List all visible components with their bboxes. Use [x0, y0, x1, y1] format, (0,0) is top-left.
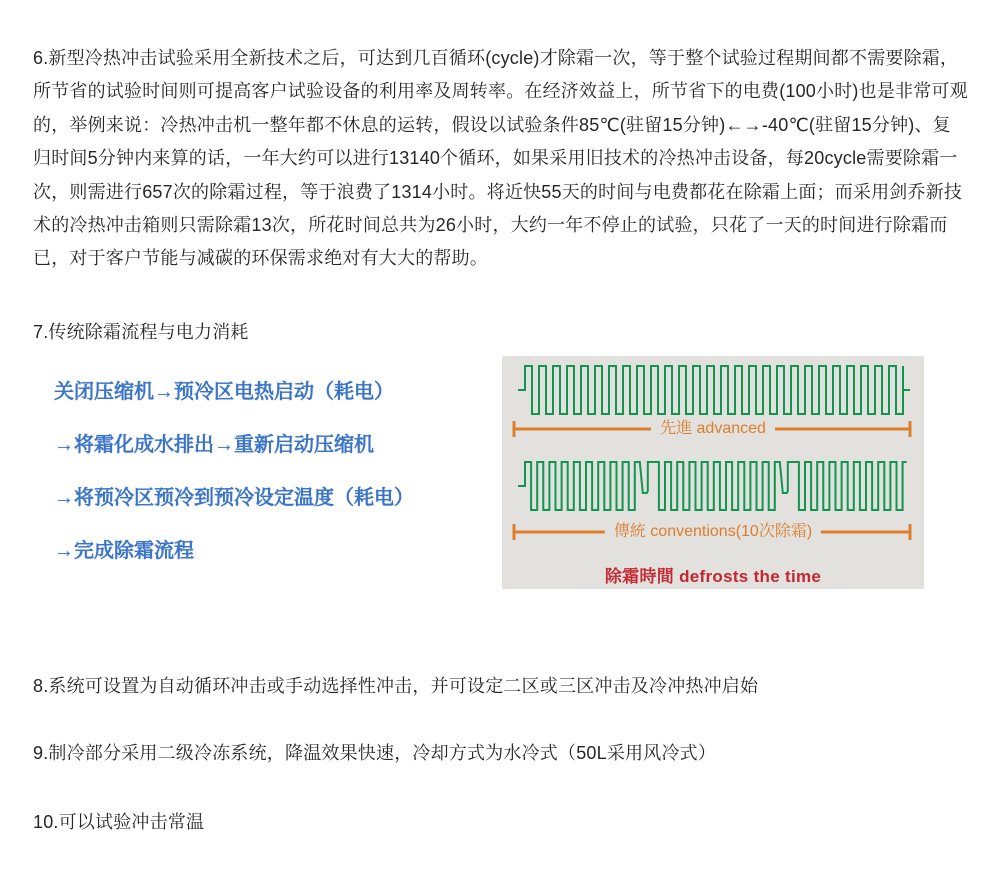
process-step-3: →将预冷区预冷到预冷设定温度（耗电） [54, 487, 414, 509]
wave-path [518, 462, 907, 510]
section-10: 10.可以试验冲击常温 [33, 812, 205, 832]
section-7-title: 7.传统除霜流程与电力消耗 [33, 322, 249, 342]
process-step-1: 关闭压缩机→预冷区电热启动（耗电） [54, 381, 394, 403]
section-8: 8.系统可设置为自动循环冲击或手动选择性冲击，并可设定二区或三区冲击及冷冲热冲启始 [33, 676, 759, 696]
process-step-4: →完成除霜流程 [54, 540, 194, 562]
wave-path [518, 366, 910, 414]
process-step-2: →将霜化成水排出→重新启动压缩机 [54, 434, 374, 456]
paragraph-6: 6.新型冷热冲击试验采用全新技术之后，可达到几百循环(cycle)才除霜一次，等于整个试验过程期间都不需要除霜，所节省的试验时间则可提高客户试验设备的利用率及周转率。在经济效益上，所节省下的电费(100小时)也是非常可观的，举例来说：冷热冲击机一整年都不休息的运转，假设以试验条件85℃(驻留15分钟)←→-40℃(驻留15分钟)、复归时间5分钟内来算的话，一年大约可以进行13140个循环，如果采用旧技术的冷热冲击设备，每20cycle需要除霜一次，则需进行657次的除霜过程，等于浪费了1314小时。将近快55天的时间与电费都花在除霜上面；而采用剑乔新技术的冷热冲击箱则只需除霜13次，所花时间总共为26小时，大约一年不停止的试验，只花了一天的时间进行除霜而已，对于客户节能与减碳的环保需求绝对有大大的帮助。 [33, 48, 968, 269]
defrost-time-caption: 除霜時間 defrosts the time [604, 567, 822, 586]
defrost-process-steps [54, 380, 494, 592]
defrost-comparison-figure [502, 356, 924, 589]
conventional-wave-label: 傳統 conventions(10次除霜) [605, 522, 821, 542]
square-wave-chart [502, 356, 924, 589]
section-9: 9.制冷部分采用二级冷冻系统，降温效果快速，冷却方式为水冷式（50L采用风冷式） [33, 743, 717, 763]
advanced-wave-label: 先進 advanced [651, 419, 775, 439]
